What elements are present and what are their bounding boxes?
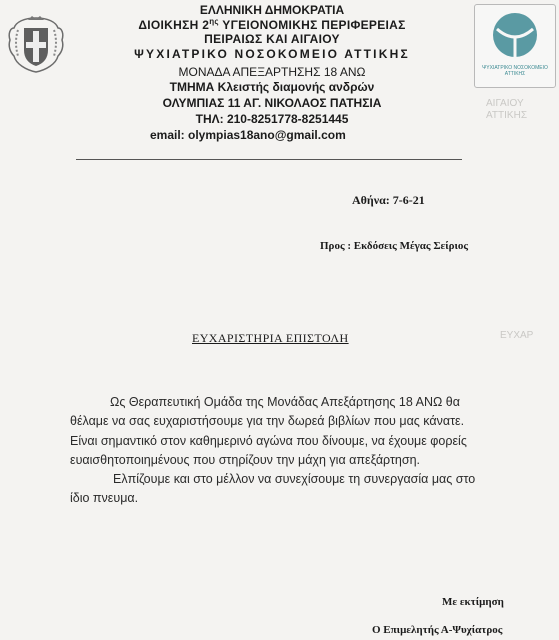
bleed-through-text: ΑΙΓΑΙΟΥ ΑΤΤΙΚΗΣ xyxy=(486,98,527,121)
body-line: ευαισθητοποιημένους που στηρίζουν την μάχη για απεξάρτηση. xyxy=(70,453,421,467)
closing-regards: Με εκτίμηση xyxy=(442,596,504,608)
hospital-logo-text: ΨΥΧΙΑΤΡΙΚΟ ΝΟΣΟΚΟΜΕΙΟ ΑΤΤΙΚΗΣ xyxy=(482,65,548,77)
hospital-logo xyxy=(474,4,556,88)
header-country: ΕΛΛΗΝΙΚΗ ΔΗΜΟΚΡΑΤΙΑ xyxy=(199,3,345,17)
letter-date: Αθήνα: 7-6-21 xyxy=(352,193,425,207)
header-administration: ΔΙΟΙΚΗΣΗ $2^{\eta\varsigma}$ ΥΓΕΙΟΝΟΜΙΚΗΣ ΠΕΡΙΦΕΡΕΙΑΣ xyxy=(138,17,406,32)
header-email: email: olympias18ano@gmail.com xyxy=(150,128,346,142)
hospital-logo-icon xyxy=(475,5,555,65)
letter-recipient: Προς : Εκδόσεις Μέγας Σείριος xyxy=(320,240,469,252)
header-divider xyxy=(76,159,462,160)
coat-of-arms-icon xyxy=(4,12,68,76)
header-unit: ΜΟΝΑΔΑ ΑΠΕΞΑΡΤΗΣΗΣ 18 ΑΝΩ xyxy=(178,65,366,79)
body-line: Ελπίζουμε και στο μέλλον να συνεχίσουμε τη συνεργασία μας στο xyxy=(113,472,476,486)
header-address: ΟΛΥΜΠΙΑΣ 11 ΑΓ. ΝΙΚΟΛΑΟΣ ΠΑΤΗΣΙΑ xyxy=(162,96,382,110)
signer-title: Ο Επιμελητής Α-Ψυχίατρος xyxy=(372,624,503,636)
body-line: θέλαμε να σας ευχαριστήσουμε για την δωρεά βιβλίων που μας κάνατε. xyxy=(70,414,465,428)
body-line: Είναι σημαντικό στον καθημερινό αγώνα που δίνουμε, να έχουμε φορείς xyxy=(70,434,467,448)
header-department: ΤΜΗΜΑ Κλειστής διαμονής ανδρών xyxy=(169,80,375,94)
header-region: ΠΕΙΡΑΙΩΣ ΚΑΙ ΑΙΓΑΙΟΥ xyxy=(204,32,340,46)
letter-title: ΕΥΧΑΡΙΣΤΗΡΙΑ ΕΠΙΣΤΟΛΗ xyxy=(192,331,349,345)
header-phone: ΤΗΛ: 210-8251778-8251445 xyxy=(195,112,349,126)
body-line: Ως Θεραπευτική Ομάδα της Μονάδας Απεξάρτησης 18 ΑΝΩ θα xyxy=(110,395,460,409)
header-hospital: ΨΥΧΙΑΤΡΙΚΟ ΝΟΣΟΚΟΜΕΙΟ ΑΤΤΙΚΗΣ xyxy=(134,47,410,61)
bleed-through-text: ΕΥΧΑΡ xyxy=(500,330,534,341)
body-line: ίδιο πνευμα. xyxy=(70,491,139,505)
